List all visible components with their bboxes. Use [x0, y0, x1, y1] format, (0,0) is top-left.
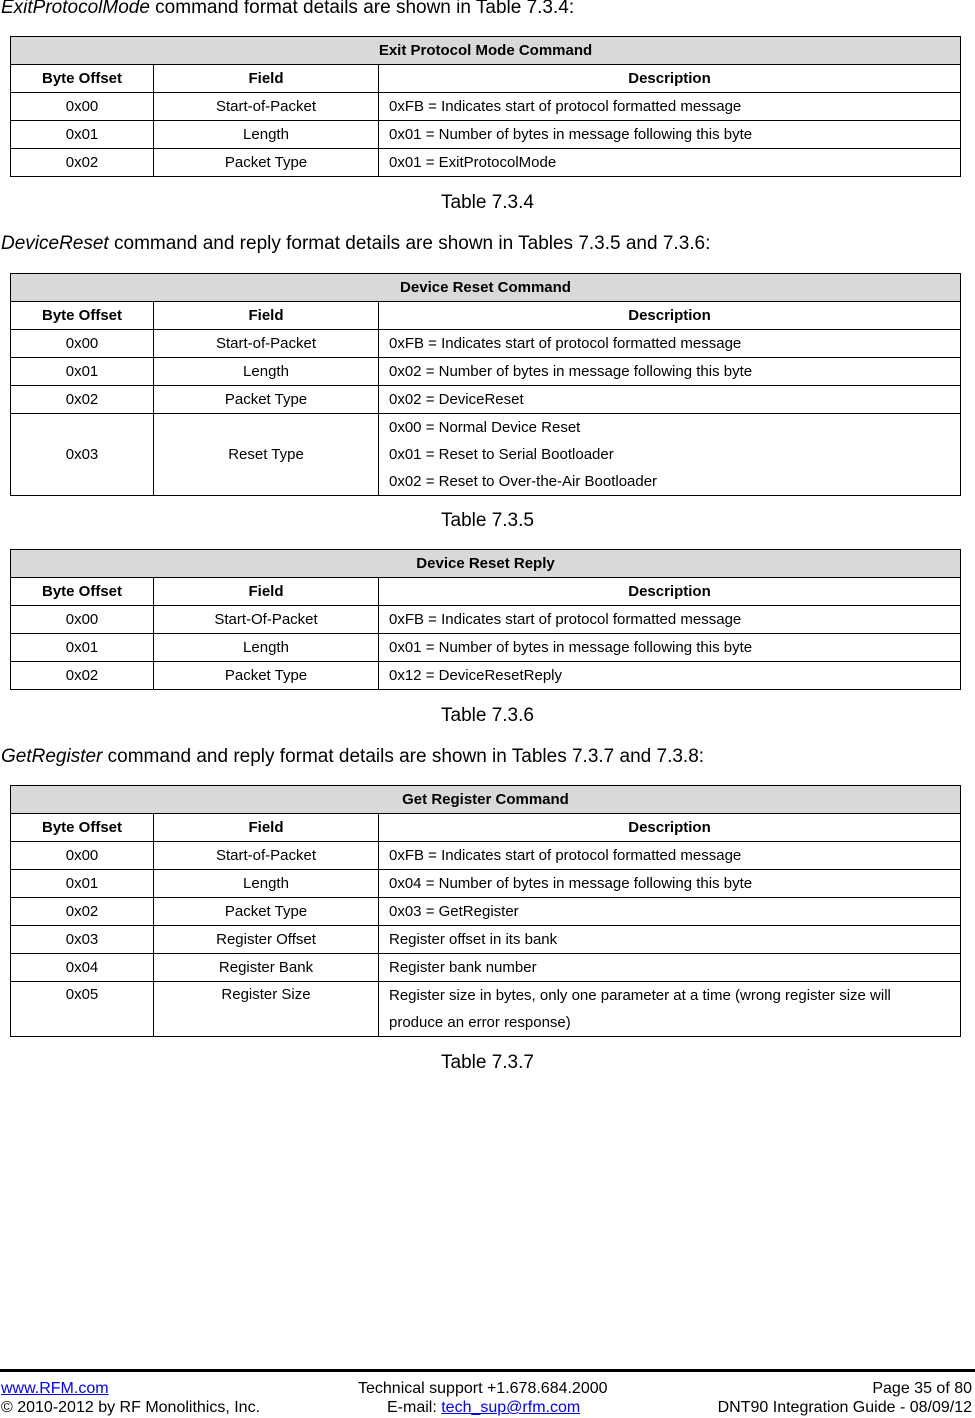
table-row: [11, 358, 961, 386]
table-row: [11, 634, 961, 662]
cell-offset: 0x00: [11, 330, 154, 358]
cell-offset: 0x01: [11, 634, 154, 662]
table-caption: Table 7.3.6: [441, 705, 534, 726]
cell-offset: 0x04: [11, 954, 154, 982]
cell-offset: 0x05: [11, 982, 154, 1037]
cell-field: Register Offset: [154, 926, 379, 954]
intro-command-name: ExitProtocolMode: [1, 0, 150, 18]
intro-device-reset: [1, 233, 710, 255]
table-row: [11, 898, 961, 926]
cell-description: Register offset in its bank: [379, 926, 961, 954]
cell-field: Length: [154, 121, 379, 149]
col-header-byte-offset: Byte Offset: [11, 302, 154, 330]
cell-field: Start-of-Packet: [154, 93, 379, 121]
table-row: [11, 926, 961, 954]
description-line: Register size in bytes, only one parameter at a time (wrong register size will: [389, 987, 891, 1004]
cell-description: 0x01 = Number of bytes in message following this byte: [379, 121, 961, 149]
col-header-description: Description: [379, 65, 961, 93]
reset-option-ota: 0x02 = Reset to Over-the-Air Bootloader: [389, 473, 658, 490]
cell-description: 0x02 = Number of bytes in message following this byte: [379, 358, 961, 386]
get-register-command-table: [10, 785, 961, 1037]
table-title: Get Register Command: [11, 786, 961, 814]
table-row: [11, 121, 961, 149]
cell-offset: 0x03: [11, 414, 154, 496]
footer-copyright: © 2010-2012 by RF Monolithics, Inc.: [1, 1399, 261, 1416]
cell-field: Register Bank: [154, 954, 379, 982]
cell-offset: 0x01: [11, 121, 154, 149]
cell-offset: 0x02: [11, 662, 154, 690]
cell-offset: 0x00: [11, 842, 154, 870]
cell-description: 0x04 = Number of bytes in message following this byte: [379, 870, 961, 898]
cell-description: 0xFB = Indicates start of protocol formatted message: [379, 330, 961, 358]
table-row: [11, 386, 961, 414]
cell-description: 0x01 = ExitProtocolMode: [379, 149, 961, 177]
cell-field: Start-of-Packet: [154, 330, 379, 358]
intro-text: command and reply format details are shown in Tables 7.3.7 and 7.3.8:: [102, 746, 705, 767]
table-caption: Table 7.3.7: [441, 1052, 534, 1073]
col-header-byte-offset: Byte Offset: [11, 65, 154, 93]
col-header-field: Field: [154, 814, 379, 842]
cell-description: 0x02 = DeviceReset: [379, 386, 961, 414]
footer-guide: DNT90 Integration Guide - 08/09/12: [717, 1399, 972, 1416]
description-line: produce an error response): [389, 1014, 571, 1031]
intro-command-name: DeviceReset: [1, 233, 109, 254]
cell-description: 0xFB = Indicates start of protocol formatted message: [379, 842, 961, 870]
col-header-field: Field: [154, 578, 379, 606]
table-row: [11, 842, 961, 870]
cell-field: Packet Type: [154, 662, 379, 690]
cell-offset: 0x02: [11, 898, 154, 926]
cell-description: 0x12 = DeviceResetReply: [379, 662, 961, 690]
website-link[interactable]: www.RFM.com: [1, 1380, 109, 1397]
cell-field: Packet Type: [154, 386, 379, 414]
cell-description: 0x03 = GetRegister: [379, 898, 961, 926]
col-header-description: Description: [379, 578, 961, 606]
cell-description: 0xFB = Indicates start of protocol formatted message: [379, 93, 961, 121]
table-row: [11, 330, 961, 358]
cell-field: Length: [154, 358, 379, 386]
cell-field: Reset Type: [154, 414, 379, 496]
cell-field: Packet Type: [154, 898, 379, 926]
intro-get-register: [1, 746, 704, 768]
device-reset-reply-table: [10, 549, 961, 690]
table-row: [11, 93, 961, 121]
footer-email: [387, 1399, 580, 1417]
cell-field: Length: [154, 634, 379, 662]
table-row-register-size: [11, 982, 961, 1037]
reset-option-normal: 0x00 = Normal Device Reset: [389, 419, 581, 436]
table-row: [11, 606, 961, 634]
reset-option-serial: 0x01 = Reset to Serial Bootloader: [389, 446, 614, 463]
footer-divider: [0, 1369, 975, 1372]
footer-website[interactable]: [1, 1380, 109, 1398]
table-title: Device Reset Command: [11, 274, 961, 302]
email-link[interactable]: tech_sup@rfm.com: [441, 1399, 581, 1416]
cell-offset: 0x03: [11, 926, 154, 954]
cell-description: 0x01 = Number of bytes in message following this byte: [379, 634, 961, 662]
col-header-byte-offset: Byte Offset: [11, 814, 154, 842]
intro-text: command format details are shown in Table 7.3.4:: [149, 0, 575, 18]
cell-description: [379, 414, 961, 496]
footer-support: Technical support +1.678.684.2000: [358, 1380, 608, 1397]
cell-offset: 0x01: [11, 358, 154, 386]
exit-protocol-mode-table: [10, 36, 961, 177]
cell-field: Length: [154, 870, 379, 898]
footer-page-number: Page 35 of 80: [872, 1380, 972, 1397]
cell-offset: 0x02: [11, 386, 154, 414]
table-row: [11, 954, 961, 982]
table-caption: Table 7.3.5: [441, 510, 534, 531]
table-title: Exit Protocol Mode Command: [11, 37, 961, 65]
device-reset-command-table: [10, 273, 961, 496]
table-row: [11, 662, 961, 690]
cell-offset: 0x02: [11, 149, 154, 177]
intro-exit-protocol-mode: [1, 0, 574, 19]
table-row: [11, 870, 961, 898]
col-header-byte-offset: Byte Offset: [11, 578, 154, 606]
cell-offset: 0x01: [11, 870, 154, 898]
table-row: [11, 149, 961, 177]
cell-description: 0xFB = Indicates start of protocol formatted message: [379, 606, 961, 634]
email-label: E-mail:: [387, 1399, 442, 1416]
col-header-description: Description: [379, 302, 961, 330]
cell-field: Start-of-Packet: [154, 842, 379, 870]
table-row-reset-type: [11, 414, 961, 496]
cell-field: Register Size: [154, 982, 379, 1037]
col-header-description: Description: [379, 814, 961, 842]
col-header-field: Field: [154, 302, 379, 330]
table-title: Device Reset Reply: [11, 550, 961, 578]
cell-field: Packet Type: [154, 149, 379, 177]
cell-description: [379, 982, 961, 1037]
cell-field: Start-Of-Packet: [154, 606, 379, 634]
cell-offset: 0x00: [11, 606, 154, 634]
cell-description: Register bank number: [379, 954, 961, 982]
intro-command-name: GetRegister: [1, 746, 103, 767]
intro-text: command and reply format details are shown in Tables 7.3.5 and 7.3.6:: [108, 233, 711, 254]
cell-offset: 0x00: [11, 93, 154, 121]
table-caption: Table 7.3.4: [441, 192, 534, 213]
col-header-field: Field: [154, 65, 379, 93]
